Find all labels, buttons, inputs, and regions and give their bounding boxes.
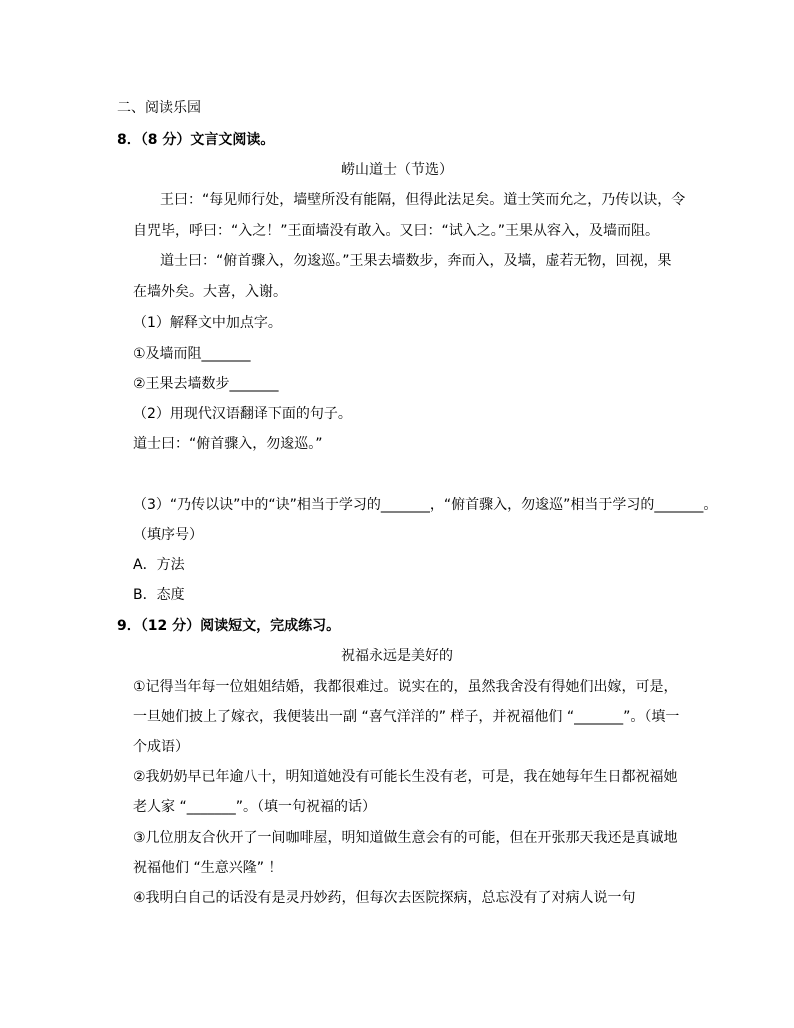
passage-line: 王曰：“每见师行处，墙壁所没有能隔，但得此法足矣。道士笑而允之，乃传以诀，令 <box>160 192 686 208</box>
passage-line: 自咒毕，呼曰：“入之！”王面墙没有敢入。又曰：“试入之。”王果从容入，及墙而阻。 <box>133 223 660 239</box>
passage-line: 老人家 “_______”。（填一句祝福的话） <box>133 799 376 815</box>
option-a: A．方法 <box>133 557 185 573</box>
sub-question-1: （1）解释文中加点字。 <box>133 315 282 331</box>
passage-line: ①记得当年每一位姐姐结婚，我都很难过。说实在的，虽然我舍没有得她们出嫁，可是， <box>133 679 678 695</box>
passage-title: 崂山道士（节选） <box>341 162 453 178</box>
passage-line: ②我奶奶早已年逾八十，明知道她没有可能长生没有老，可是，我在她每年生日都祝福她 <box>133 769 678 785</box>
passage-line: ④我明白自己的话没有是灵丹妙药，但每次去医院探病，总忘没有了对病人说一句 <box>133 890 636 906</box>
passage-line: 在墙外矣。大喜，入谢。 <box>133 284 287 300</box>
question-9-heading: 9．（12 分）阅读短文，完成练习。 <box>117 618 341 634</box>
sub-question-1-item-a: ①及墙而阻_______ <box>133 346 251 362</box>
passage-title: 祝福永远是美好的 <box>341 648 453 664</box>
question-8-heading: 8．（8 分）文言文阅读。 <box>117 132 275 148</box>
sub-question-2-sentence: 道士曰：“俯首骤入，勿逡巡。” <box>133 436 323 452</box>
passage-line: 祝福他们 “生意兴隆” ！ <box>133 860 283 876</box>
section-header: 二、阅读乐园 <box>117 100 201 116</box>
sub-question-3: （3）“乃传以诀”中的“诀”相当于学习的_______，“俯首骤入，勿逡巡”相当于学习的_______。 <box>133 497 718 513</box>
passage-line: 个成语） <box>133 739 189 755</box>
passage-line: 道士曰：“俯首骤入，勿逡巡。”王果去墙数步，奔而入，及墙，虚若无物，回视，果 <box>160 253 672 269</box>
passage-line: ③几位朋友合伙开了一间咖啡屋，明知道做生意会有的可能，但在开张那天我还是真诚地 <box>133 830 678 846</box>
sub-question-2: （2）用现代汉语翻译下面的句子。 <box>133 406 352 422</box>
sub-question-1-item-b: ②王果去墙数步_______ <box>133 376 279 392</box>
option-b: B．态度 <box>133 587 185 603</box>
sub-question-3-note: （填序号） <box>133 527 203 543</box>
passage-line: 一旦她们披上了嫁衣，我便装出一副 “喜气洋洋的” 样子，并祝福他们 “_______”。（填一 <box>133 709 680 725</box>
